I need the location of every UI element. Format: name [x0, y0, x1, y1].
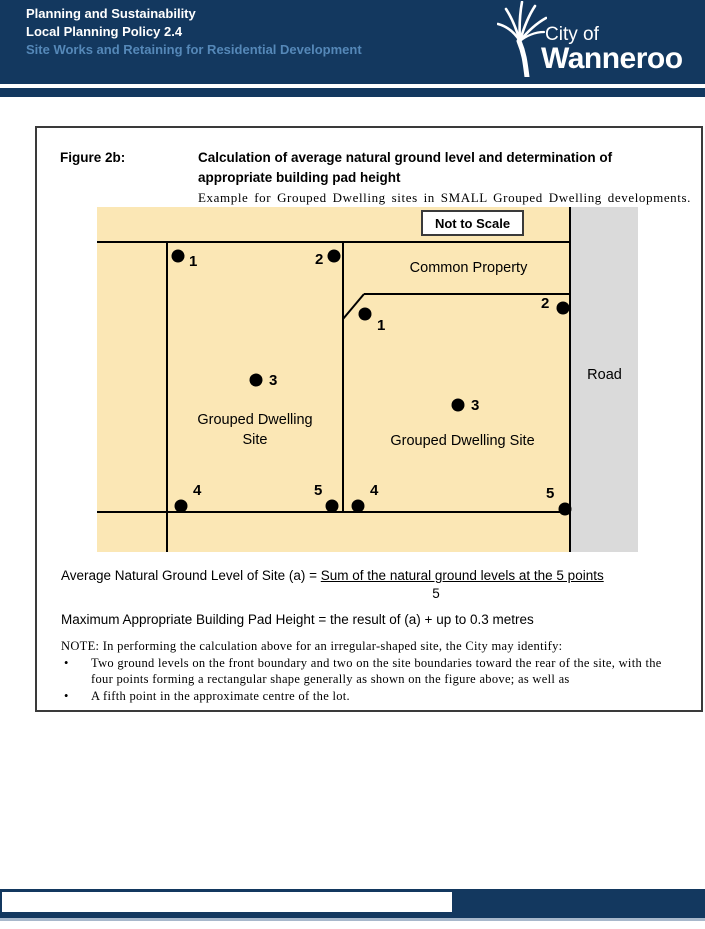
header-divider-rule: [0, 88, 705, 97]
figure-title-line2: appropriate building pad height: [198, 170, 401, 185]
header-policy-number: Local Planning Policy 2.4: [26, 24, 183, 39]
right-point-3-label: 3: [471, 397, 480, 414]
right-point-1-label: 1: [377, 317, 386, 334]
left-point-5-label: 5: [314, 482, 323, 499]
right-point-2-label: 2: [541, 295, 550, 312]
average-ngl-formula: [61, 568, 604, 583]
right-point-4-label: 4: [370, 482, 379, 499]
site-plan-drawing: [97, 207, 638, 552]
left-point-3-label: 3: [269, 372, 278, 389]
header-policy-title: Site Works and Retaining for Residential Development: [26, 42, 362, 57]
left-site-label-line1: Grouped Dwelling: [197, 412, 313, 428]
header-department: Planning and Sustainability: [26, 6, 196, 21]
common-property-label: Common Property: [409, 260, 528, 276]
left-point-4-label: 4: [193, 482, 202, 499]
left-site-label: [165, 410, 345, 450]
figure-subtitle: Example for Grouped Dwelling sites in SMALL Grouped Dwelling developments.: [198, 190, 692, 205]
note-bullet-1-text: Two ground levels on the front boundary and two on the site boundaries toward the rear of the site, with the four points forming a rectangular shape generally as shown on the figure above; as well as: [91, 656, 662, 686]
not-to-scale-badge: Not to Scale: [421, 210, 524, 236]
left-point-2-label: 2: [315, 251, 324, 268]
left-point-1-label: 1: [189, 253, 198, 270]
note-heading: NOTE: In performing the calculation above for an irregular-shaped site, the City may identify:: [61, 639, 563, 653]
max-pad-height-line: Maximum Appropriate Building Pad Height = the result of (a) + up to 0.3 metres: [61, 612, 534, 627]
footer-light-rule: [0, 918, 705, 921]
note-bullet-2-text: A fifth point in the approximate centre of the lot.: [91, 689, 350, 703]
formula-lhs: Average Natural Ground Level of Site (a) =: [61, 568, 321, 583]
right-point-5-label: 5: [546, 485, 555, 502]
right-site-label: Grouped Dwelling Site: [390, 433, 535, 449]
site-plan-diagram: [97, 207, 638, 552]
logo-city-of-text: City of: [545, 24, 599, 45]
grass-tree-logo-icon: [497, 1, 547, 82]
logo-city-name-text: Wanneroo: [541, 42, 683, 75]
formula-numerator: Sum of the natural ground levels at the 5 points: [320, 568, 604, 583]
note-bullet-2-glyph: •: [64, 689, 69, 703]
left-site-label-line2: Site: [242, 432, 268, 448]
note-bullet-1-glyph: •: [64, 656, 69, 670]
footer-white-box: [2, 892, 452, 912]
figure-label: Figure 2b:: [60, 150, 126, 165]
road-label: Road: [587, 367, 622, 383]
header-bar: [0, 0, 705, 84]
figure-title-line1: Calculation of average natural ground level and determination of: [198, 150, 613, 165]
formula-denominator: 5: [432, 586, 440, 601]
